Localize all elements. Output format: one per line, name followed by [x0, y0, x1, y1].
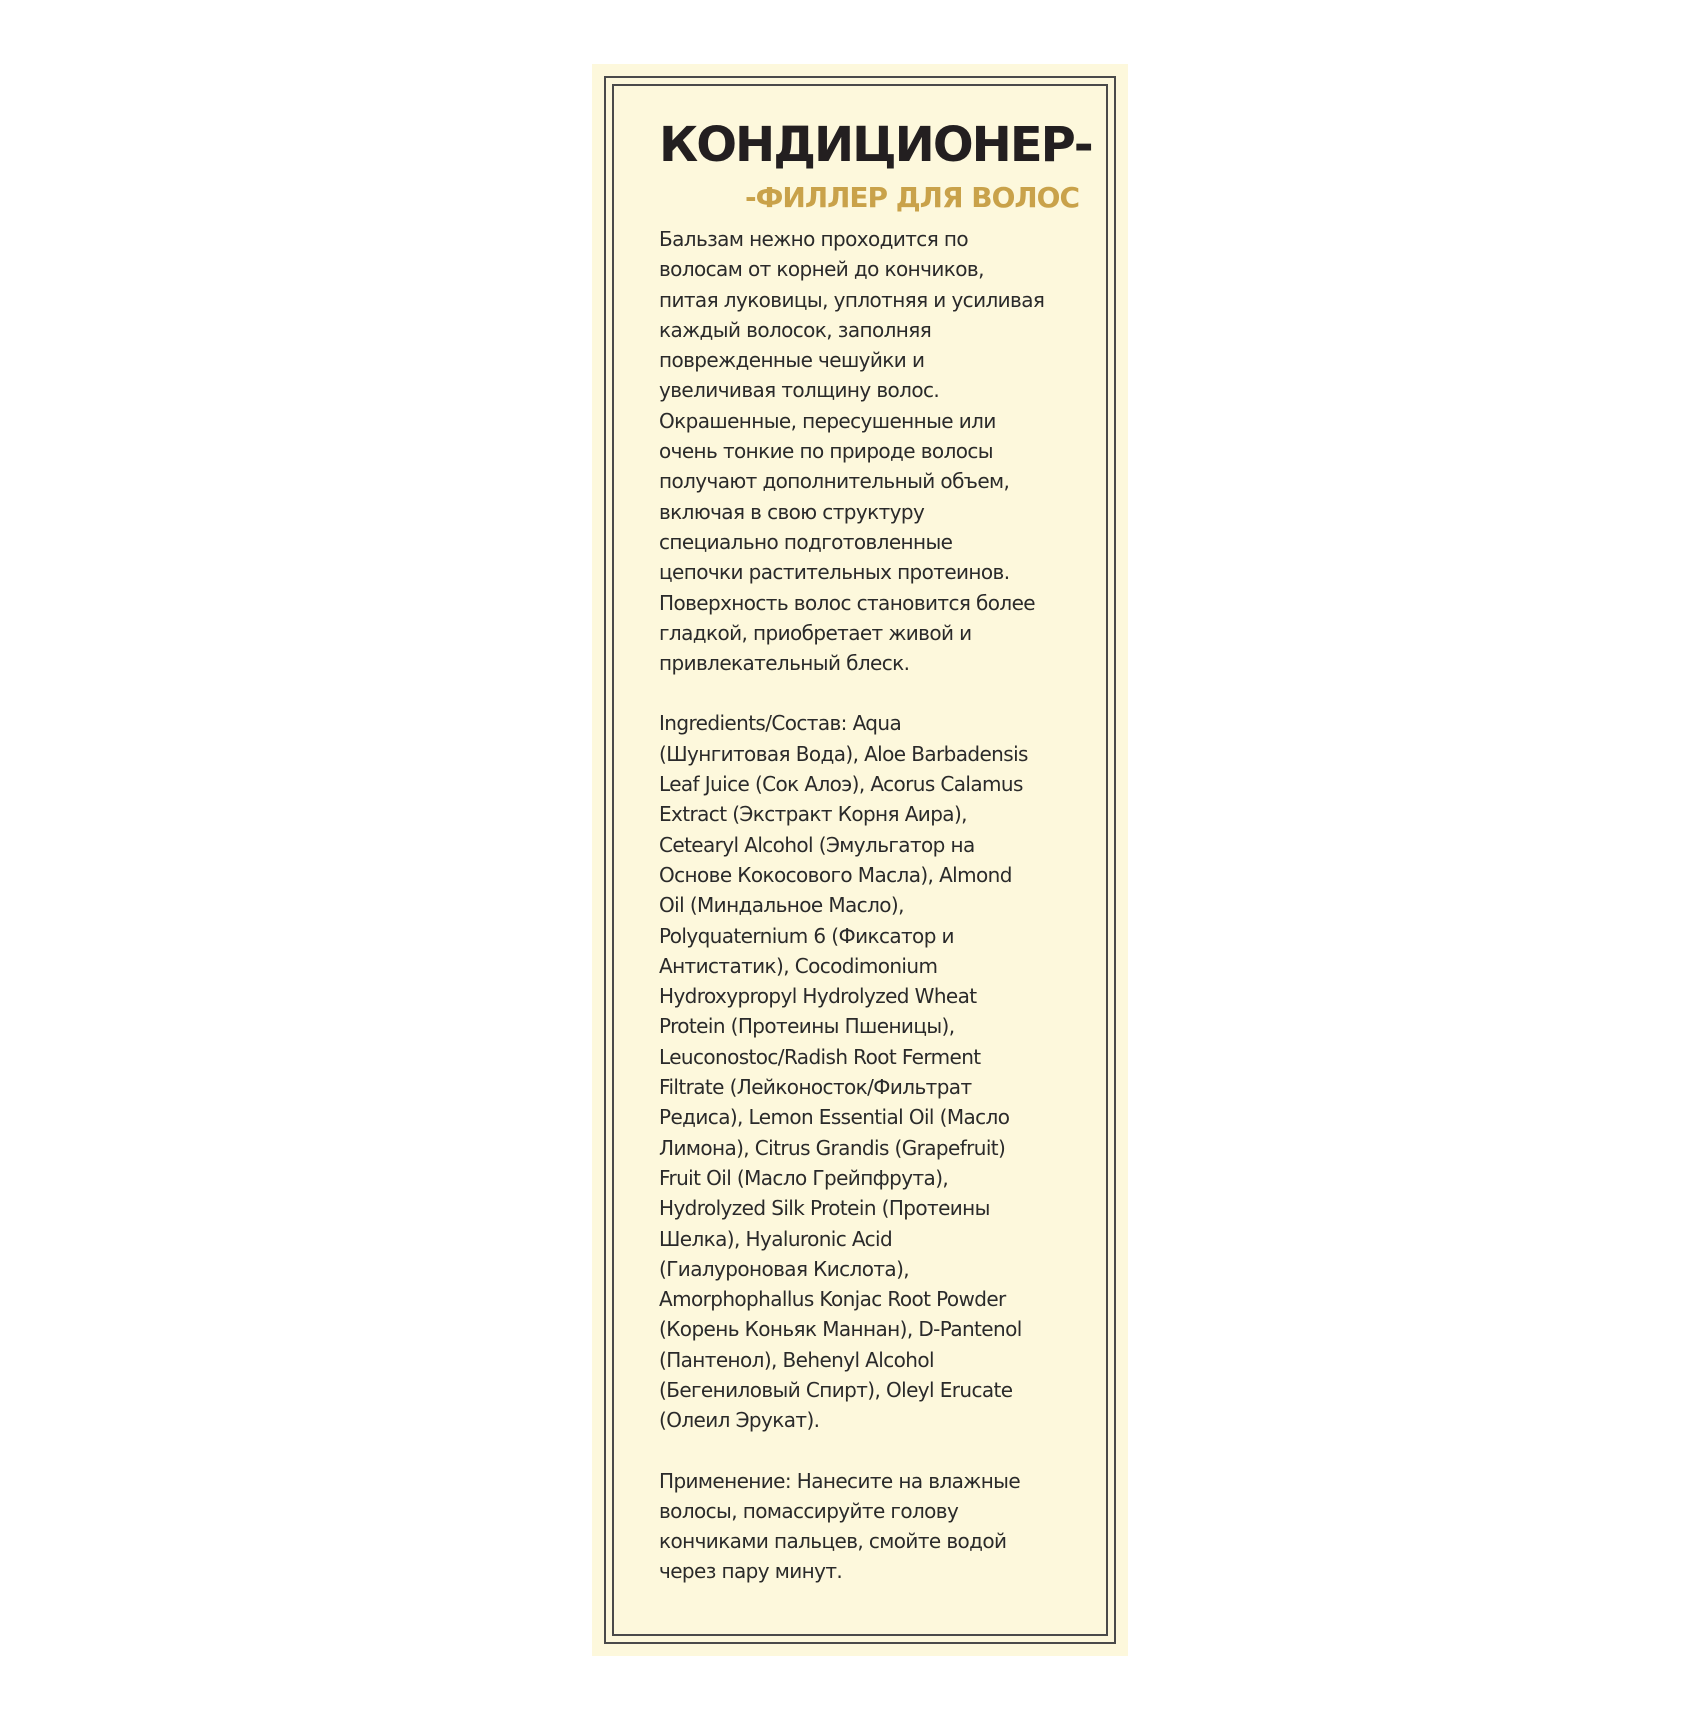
product-label — [592, 64, 1128, 1656]
label-content — [659, 112, 1092, 1587]
paragraph-spacer — [659, 678, 1079, 708]
paragraph-spacer — [659, 1436, 1079, 1466]
product-subtitle: -ФИЛЛЕР ДЛЯ ВОЛОС — [745, 181, 1079, 214]
product-title: КОНДИЦИОНЕР- — [659, 117, 1092, 173]
usage-paragraph: Применение: Нанесите на влажные волосы, помассируйте голову кончиками пальцев, смойте водой через пару минут. — [659, 1468, 1021, 1584]
description-paragraph: Бальзам нежно проходится по волосам от корней до кончиков, питая луковицы, уплотняя и усиливая каждый волосок, заполняя поврежденные чешуйки и увеличивая толщину волос. Окрашенные, пересушенные или очень тонкие по природе волосы получают дополнительный объем, включая в свою структуру специально подготовленные цепочки растительных протеинов. Поверхность волос становится более гладкой, приобретает живой и привлекательный блеск. — [659, 227, 1045, 676]
ingredients-paragraph: Ingredients/Состав: Aqua (Шунгитовая Вода), Aloe Barbadensis Leaf Juice (Сок Алоэ), Acorus Calamus Extract (Экстракт Корня Аира), Cetearyl Alcohol (Эмульгатор на Основе Кокосового Масла), Almond Oil (Миндальное Масло), Polyquaternium 6 (Фиксатор и Антистатик), Cocodimonium Hydroxypropyl Hydrolyzed Wheat Protein (Протеины Пшеницы), Leuconostoc/Radish Root Ferment Filtrate (Лейконосток/Фильтрат Редиса), Lemon Essential Oil (Масло Лимона), Citrus Grandis (Grapefruit) Fruit Oil (Масло Грейпфрута), Hydrolyzed Silk Protein (Протеины Шелка), Hyaluronic Acid (Гиалуроновая Кислота), Amorphophallus Konjac Root Powder (Корень Коньяк Маннан), D-Pantenol (Пантенол), Behenyl Alcohol (Бегениловый Спирт), Oleyl Erucate (Олеил Эрукат). — [659, 711, 1028, 1433]
